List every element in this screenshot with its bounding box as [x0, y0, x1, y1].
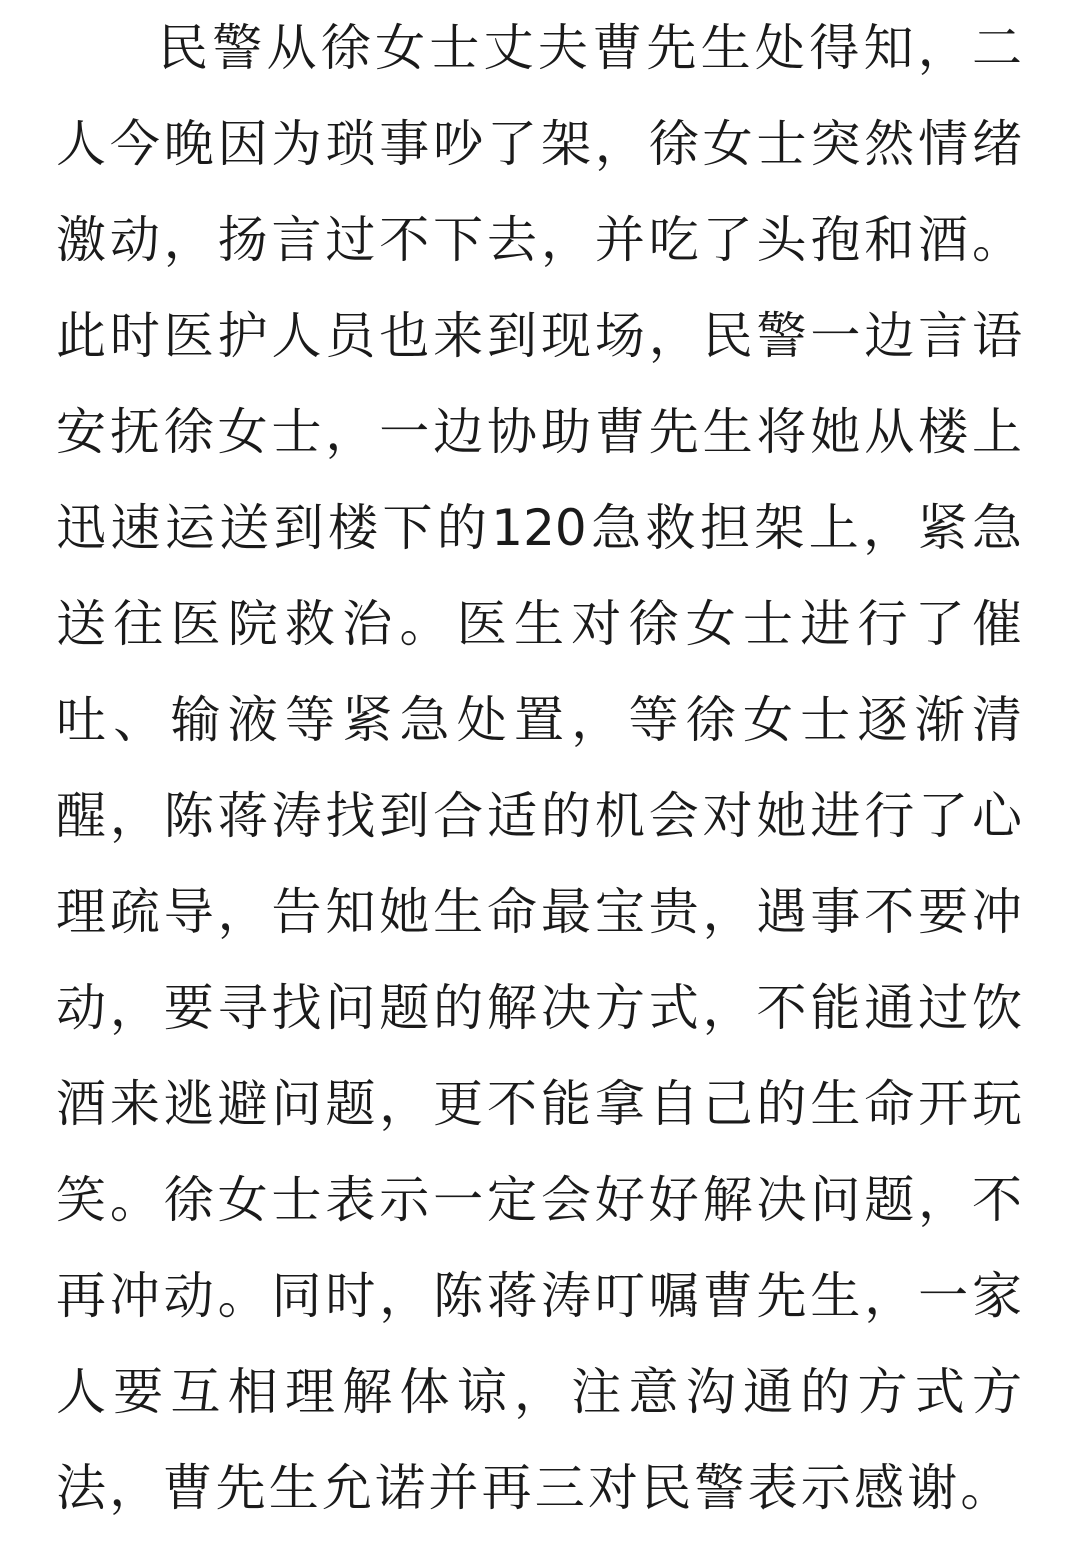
paragraph-line: 迅速运送到楼下的120急救担架上，紧急 [56, 499, 1022, 557]
paragraph-line: 醒，陈蒋涛找到合适的机会对她进行了心 [56, 787, 1022, 845]
paragraph-line: 激动，扬言过不下去，并吃了头孢和酒。 [56, 211, 1022, 269]
paragraph-line: 此时医护人员也来到现场，民警一边言语 [56, 307, 1022, 365]
paragraph-line: 动，要寻找问题的解决方式，不能通过饮 [56, 979, 1022, 1037]
paragraph-line: 人要互相理解体谅，注意沟通的方式方 [56, 1363, 1022, 1421]
paragraph-line: 人今晚因为琐事吵了架，徐女士突然情绪 [56, 115, 1022, 173]
paragraph-line: 再冲动。同时，陈蒋涛叮嘱曹先生，一家 [56, 1267, 1022, 1325]
paragraph-line: 理疏导，告知她生命最宝贵，遇事不要冲 [56, 883, 1022, 941]
paragraph-line: 笑。徐女士表示一定会好好解决问题，不 [56, 1171, 1022, 1229]
paragraph-line: 安抚徐女士，一边协助曹先生将她从楼上 [56, 403, 1022, 461]
paragraph-line: 法，曹先生允诺并再三对民警表示感谢。 [56, 1459, 1014, 1517]
paragraph-line: 民警从徐女士丈夫曹先生处得知，二 [158, 19, 1022, 77]
paragraph-line: 酒来逃避问题，更不能拿自己的生命开玩 [56, 1075, 1022, 1133]
paragraph-line: 吐、输液等紧急处置，等徐女士逐渐清 [56, 691, 1022, 749]
paragraph-line: 送往医院救治。医生对徐女士进行了催 [56, 595, 1022, 653]
